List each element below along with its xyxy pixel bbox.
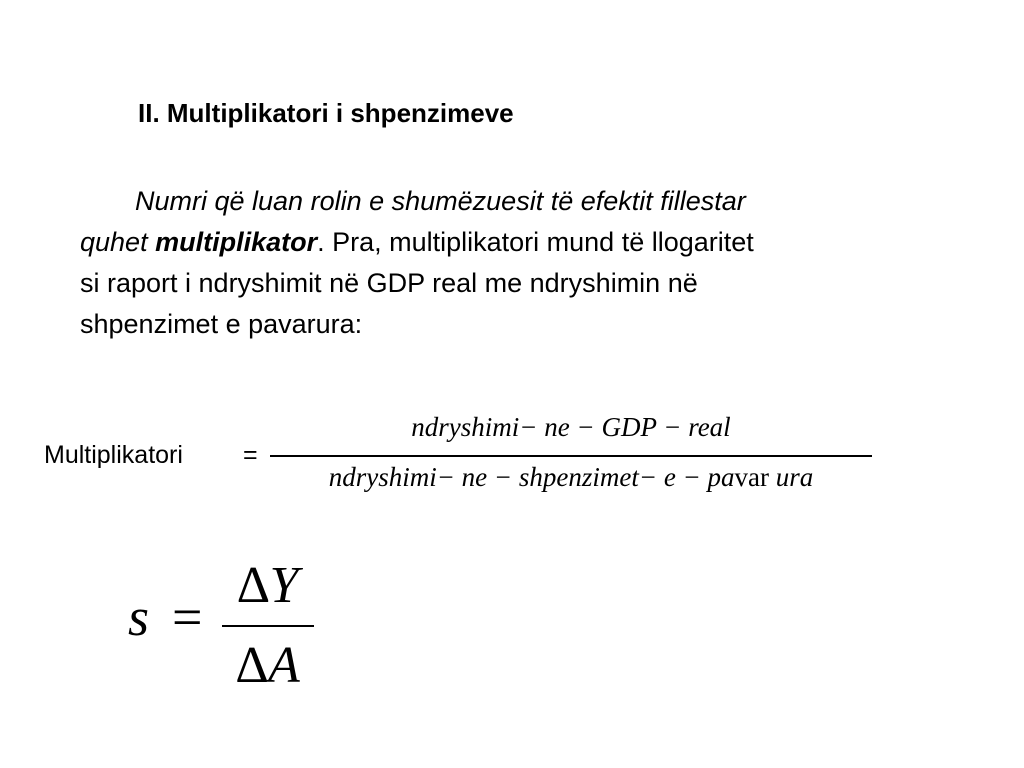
paragraph-line-1-text: Numri që luan rolin e shumëzuesit të efektit fillestar xyxy=(135,186,746,216)
formula-numerator: ndryshimi− ne − GDP − real xyxy=(411,412,731,442)
formula-denominator xyxy=(270,462,872,493)
delta-symbol-numerator: ∆ xyxy=(237,557,270,614)
paragraph-line-3: si raport i ndryshimit në GDP real me ndryshimin në xyxy=(80,268,698,298)
paragraph-line-2-rest: . Pra, multiplikatori mund të llogaritet xyxy=(317,227,754,257)
delta-symbol-denominator: ∆ xyxy=(236,637,269,694)
paragraph-line-4: shpenzimet e pavarura: xyxy=(80,309,363,339)
formula-label: Multiplikatori xyxy=(44,441,183,469)
delta-y-numerator xyxy=(222,556,314,615)
definition-paragraph xyxy=(80,181,980,345)
a-variable: A xyxy=(268,637,300,694)
multiplikator-term: multiplikator xyxy=(155,227,318,257)
small-fraction-bar xyxy=(222,625,314,627)
paragraph-line-2-italic: quhet xyxy=(80,227,156,257)
formula-equals: = xyxy=(243,441,258,469)
paragraph-line-2 xyxy=(80,222,980,263)
multiplier-equals: = xyxy=(172,587,203,647)
multiplier-symbol: s xyxy=(128,587,150,647)
denominator-part-b: var xyxy=(734,462,770,492)
delta-a-denominator xyxy=(222,636,314,695)
y-variable: Y xyxy=(269,557,299,614)
section-heading: II. Multiplikatori i shpenzimeve xyxy=(138,98,514,128)
fraction-bar xyxy=(270,455,872,457)
denominator-part-a: ndryshimi− ne − shpenzimet− e − pa xyxy=(328,462,735,492)
paragraph-line-1 xyxy=(80,181,980,222)
denominator-part-c: ura xyxy=(769,462,814,492)
